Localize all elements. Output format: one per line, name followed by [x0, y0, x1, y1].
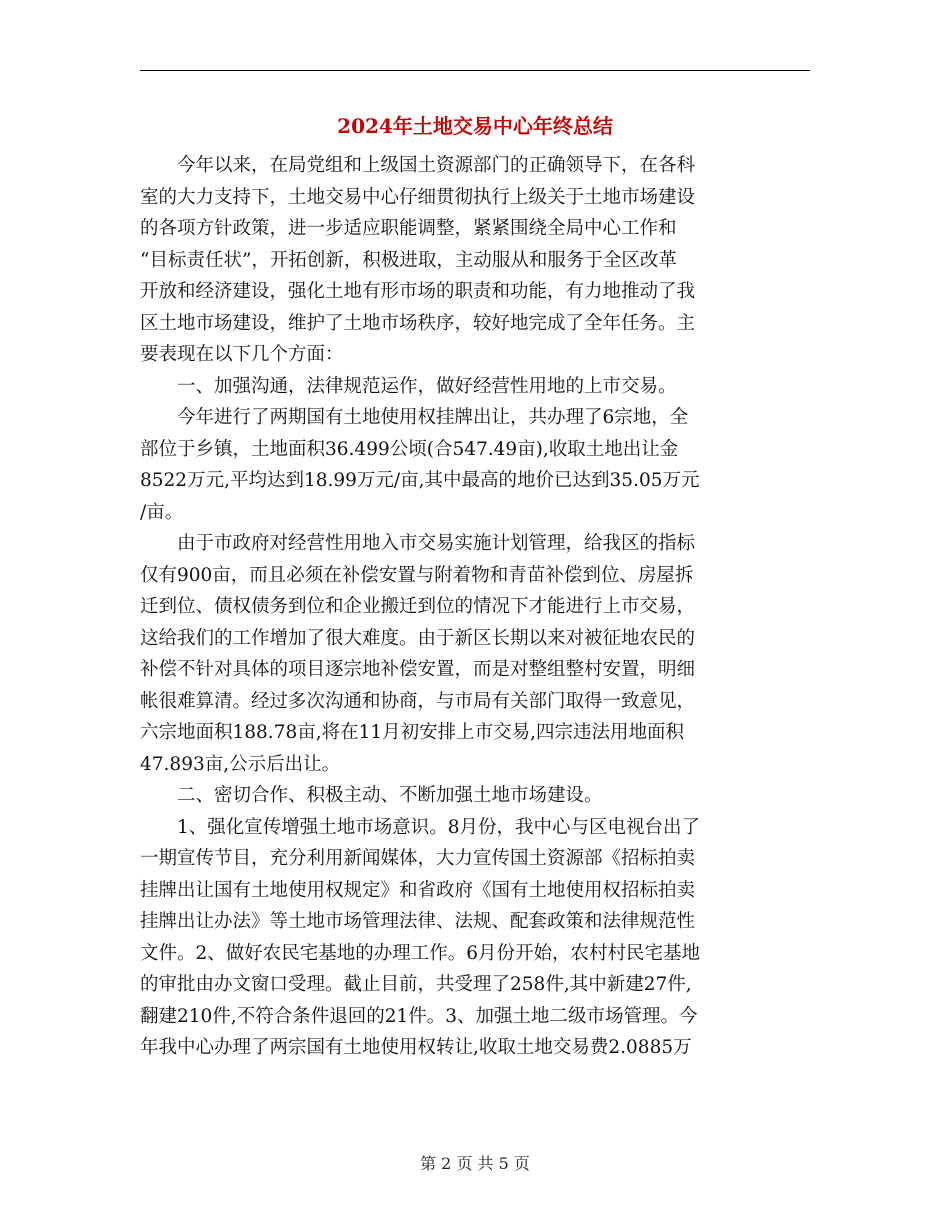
body-line: 47.893亩,公示后出让。: [140, 753, 341, 775]
section-heading-2: 二、密切合作、积极主动、不断加强土地市场建设。: [140, 785, 603, 806]
body-line: /亩。: [140, 501, 184, 523]
header-rule: [140, 70, 810, 71]
body-line: 年我中心办理了两宗国有土地使用权转让,收取土地交易费2.0885万: [140, 1037, 692, 1058]
section-heading-1: 一、加强沟通，法律规范运作，做好经营性用地的上市交易。: [140, 375, 677, 397]
body-line: 挂牌出让办法》等土地市场管理法律、法规、配套政策和法律规范性: [140, 911, 696, 932]
body-line: 仅有900亩，而且必须在补偿安置与附着物和青苗补偿到位、房屋拆: [140, 564, 694, 586]
body-line: 迁到位、债权债务到位和企业搬迁到位的情况下才能进行上市交易，: [140, 596, 696, 617]
body-line: 区土地市场建设，维护了土地市场秩序，较好地完成了全年任务。主: [140, 312, 696, 334]
body-line: 六宗地面积188.78亩,将在11月初安排上市交易,四宗违法用地面积: [140, 722, 685, 743]
body-line: 补偿不针对具体的项目逐宗地补偿安置，而是对整组整村安置，明细: [140, 659, 696, 680]
body-line: 帐很难算清。经过多次沟通和协商，与市局有关部门取得一致意见，: [140, 690, 696, 712]
body-line: 这给我们的工作增加了很大难度。由于新区长期以来对被征地农民的: [140, 627, 696, 649]
body-line: 要表现在以下几个方面：: [140, 344, 344, 365]
body-line: 今年进行了两期国有土地使用权挂牌出让，共办理了6宗地，全: [140, 407, 689, 428]
body-line: 文件。2、做好农民宅基地的办理工作。6月份开始，农村村民宅基地: [140, 942, 701, 964]
document-title: 2024年土地交易中心年终总结: [337, 114, 613, 138]
body-line: 室的大力支持下，土地交易中心仔细贯彻执行上级关于土地市场建设: [140, 186, 696, 208]
body-line: “目标责任状”，开拓创新，积极进取，主动服从和服务于全区改革: [140, 249, 677, 271]
document-body: [140, 150, 810, 1064]
body-line: 今年以来，在局党组和上级国土资源部门的正确领导下，在各科: [140, 155, 696, 176]
body-line: 一期宣传节目，充分利用新闻媒体，大力宣传国土资源部《招标拍卖: [140, 848, 696, 869]
body-line: 的各项方针政策，进一步适应职能调整，紧紧围绕全局中心工作和: [140, 218, 677, 239]
body-line: 挂牌出让国有土地使用权规定》和省政府《国有土地使用权招标拍卖: [140, 879, 696, 901]
body-line: 部位于乡镇，土地面积36.499公顷(合547.49亩),收取土地出让金: [140, 438, 679, 460]
body-line: 开放和经济建设，强化土地有形市场的职责和功能，有力地推动了我: [140, 281, 696, 302]
body-line: 1、强化宣传增强土地市场意识。8月份，我中心与区电视台出了: [140, 816, 701, 838]
body-line: 翻建210件,不符合条件退回的21件。3、加强土地二级市场管理。今: [140, 1005, 698, 1027]
body-line: 由于市政府对经营性用地入市交易实施计划管理，给我区的指标: [140, 533, 696, 554]
body-line: 8522万元,平均达到18.99万元/亩,其中最高的地价已达到35.05万元: [140, 470, 700, 491]
page-number-footer: 第 2 页 共 5 页: [420, 1154, 530, 1173]
body-line: 的审批由办文窗口受理。截止目前，共受理了258件,其中新建27件,: [140, 974, 692, 995]
